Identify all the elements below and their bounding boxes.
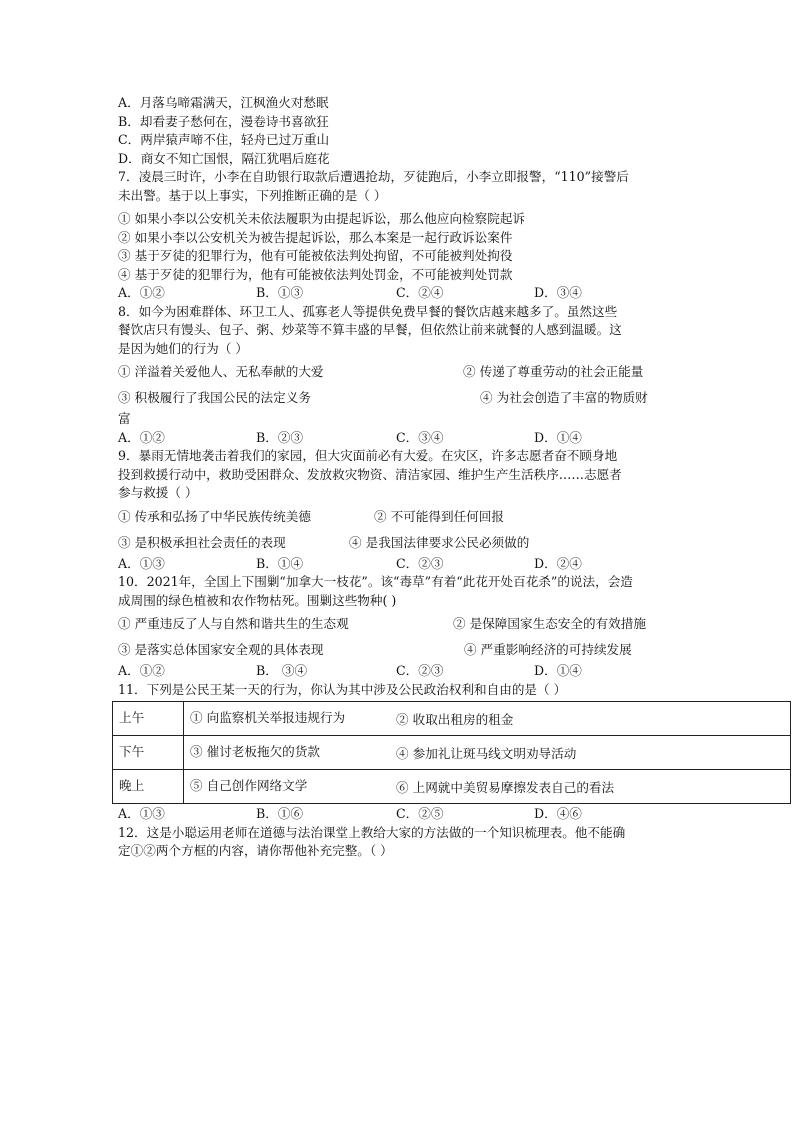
q8-stem-line-2: 餐饮店只有馒头、包子、粥、炒菜等不算丰盛的早餐，但依然让前来就餐的人感到温暖。这 (118, 322, 622, 337)
q9-answer-c: C．②③ (396, 555, 444, 571)
q8-statement-row-2 (118, 389, 678, 410)
q9-answer-options (118, 555, 678, 574)
q8-answer-b: B．②③ (256, 429, 304, 445)
q9-stem-line-2: 投到救援行动中，救助受困群众、发放救灾物资、清洁家园、维护生产生活秩序……志愿者 (118, 466, 622, 482)
q8-stem-line-3: 是因为她们的行为（ ） (118, 340, 248, 356)
q10-statement-1: ① 严重违反了人与自然和谐共生的生态观 (118, 616, 349, 631)
q7-stem-line-1: 7．凌晨三时许，小李在自助银行取款后遭遇抢劫，歹徒跑后，小李立即报警，“110”接警后 (118, 169, 629, 184)
q11-activity-1: ① 向监察机关举报违规行为 (190, 710, 346, 726)
q8-statement-row-1 (118, 363, 678, 384)
q8-statement-3: ③ 积极履行了我国公民的法定义务 (118, 390, 311, 405)
q11-answer-d: D．④⑥ (534, 806, 582, 821)
table-row (113, 702, 791, 736)
q10-answer-options (118, 662, 678, 681)
q9-stem-line-3: 参与救援（ ） (118, 485, 198, 500)
q9-statement-1: ① 传承和弘扬了中华民族传统美德 (118, 508, 311, 524)
q11-activity-2: ② 收取出租房的租金 (396, 712, 514, 727)
q9-stem-line-1: 9．暴雨无情地袭击着我们的家园，但大灾面前必有大爱。在灾区，许多志愿者奋不顾身地 (118, 448, 618, 463)
q11-activity-4: ④ 参加礼让斑马线文明劝导活动 (396, 746, 577, 761)
q8-statement-2: ② 传递了尊重劳动的社会正能量 (463, 364, 644, 379)
q11-activity-table (112, 701, 791, 804)
q7-answer-d: D．③④ (534, 285, 582, 300)
q9-statement-4: ④ 是我国法律要求公民必须做的 (349, 534, 530, 550)
q7-statement-2: ② 如果小李以公安机关为被告提起诉讼，那么本案是一起行政诉讼案件 (118, 229, 513, 245)
q6-option-d: D．商女不知亡国恨，隔江犹唱后庭花 (118, 150, 330, 166)
q9-answer-d: D．②④ (534, 555, 582, 571)
table-row (113, 770, 791, 804)
q12-stem-line-2: 定①②两个方框的内容，请你帮他补充完整。（ ） (118, 843, 393, 858)
q9-answer-b: B．①④ (256, 555, 304, 571)
q10-statement-2: ② 是保障国家生态安全的有效措施 (453, 616, 646, 631)
q8-answer-a: A．①② (118, 429, 165, 445)
q11-answer-b: B．①⑥ (256, 806, 304, 821)
q6-option-b: B．却看妻子愁何在，漫卷诗书喜欲狂 (118, 113, 329, 129)
q7-answer-b: B．①③ (256, 285, 304, 300)
q8-statement-4: ④ 为社会创造了丰富的物质财 (480, 390, 648, 405)
q6-option-c: C．两岸猿声啼不住，轻舟已过万重山 (118, 132, 330, 147)
q11-time-evening: 晚上 (113, 770, 184, 804)
q11-answer-c: C．②⑤ (396, 806, 444, 821)
q8-answer-c: C．③④ (396, 429, 444, 445)
q8-statement-1: ① 洋溢着关爱他人、无私奉献的大爱 (118, 364, 324, 379)
q11-answer-a: A．①③ (118, 806, 165, 821)
q8-stem-line-1: 8．如今为困难群体、环卫工人、孤寡老人等提供免费早餐的餐饮店越来越多了。虽然这些 (118, 303, 618, 319)
q7-answer-a: A．①② (118, 285, 165, 300)
q7-statement-4: ④ 基于歹徒的犯罪行为，他有可能被依法判处罚金，不可能被判处罚款 (118, 266, 513, 282)
q11-stem: 11．下列是公民王某一天的行为，你认为其中涉及公民政治权利和自由的是（ ） (118, 681, 567, 697)
q10-answer-a: A．①② (118, 663, 165, 678)
q9-answer-a: A．①③ (118, 555, 165, 571)
exam-page (118, 94, 678, 861)
q11-answer-options (118, 805, 678, 824)
q7-statement-3: ③ 基于歹徒的犯罪行为，他有可能被依法判处拘留，不可能被判处拘役 (118, 248, 513, 263)
q7-answer-options (118, 284, 678, 303)
q10-stem-line-1: 10．2021年，全国上下围剿“加拿大一枝花”。该“毒草”有着“此花开处百花杀”的说法，会造 (118, 574, 633, 589)
q7-statement-1: ① 如果小李以公安机关未依法履职为由提起诉讼，那么他应向检察院起诉 (118, 211, 526, 226)
q9-statement-3: ③ 是积极承担社会责任的表现 (118, 534, 286, 550)
q11-time-afternoon: 下午 (113, 736, 184, 770)
q11-activity-3: ③ 催讨老板拖欠的货款 (190, 744, 320, 760)
q10-statement-4: ④ 严重影响经济的可持续发展 (464, 642, 632, 657)
q9-statement-2: ② 不可能得到任何回报 (374, 508, 504, 524)
q6-option-a: A．月落乌啼霜满天，江枫渔火对愁眠 (118, 95, 329, 110)
q10-statement-row-1 (118, 615, 678, 636)
q9-statement-row-1 (118, 508, 678, 529)
q10-stem-line-2: 成周围的绿色植被和农作物枯死。围剿这些物种( ) (118, 592, 397, 608)
q8-answer-d: D．①④ (534, 429, 582, 445)
q10-statement-3: ③ 是落实总体国家安全观的具体表现 (118, 642, 324, 657)
q10-answer-d: D．①④ (534, 663, 582, 678)
q7-stem-line-2: 未出警。基于以上事实，下列推断正确的是（ ） (118, 187, 387, 203)
q12-stem-line-1: 12．这是小聪运用老师在道德与法治课堂上教给大家的方法做的一个知识梳理表。他不能确 (118, 824, 626, 840)
q11-time-morning: 上午 (113, 702, 184, 736)
table-row (113, 736, 791, 770)
q7-answer-c: C．②④ (396, 285, 444, 300)
q10-answer-b: B． ③④ (256, 663, 308, 678)
q8-answer-options (118, 429, 678, 448)
q11-activity-5: ⑤ 自己创作网络文学 (190, 778, 308, 794)
q11-activity-6: ⑥ 上网就中美贸易摩擦发表自己的看法 (396, 780, 615, 795)
q8-statement-4-continued: 富 (118, 411, 131, 426)
q10-answer-c: C．②③ (396, 663, 444, 678)
q10-statement-row-2 (118, 641, 678, 662)
q9-statement-row-2 (118, 534, 678, 555)
